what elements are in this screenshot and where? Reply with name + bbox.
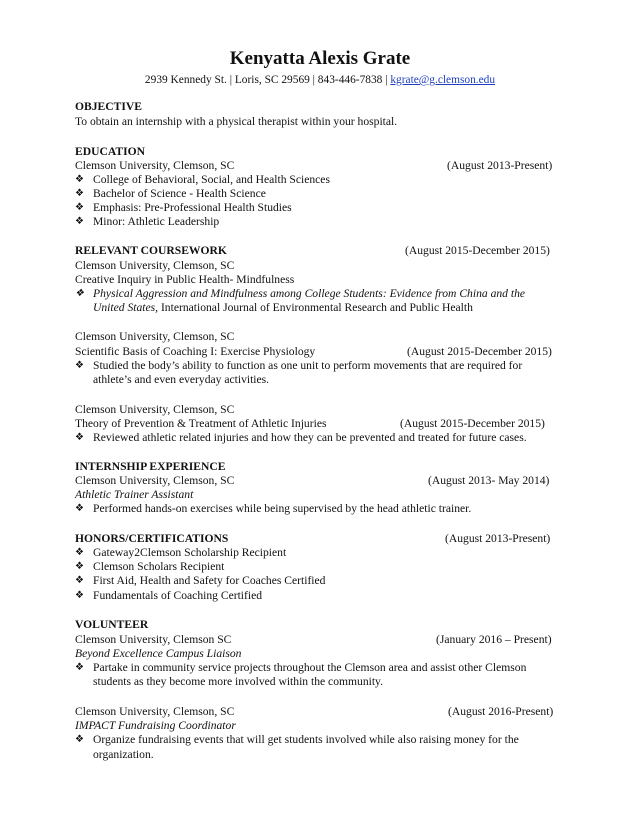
course-2-bullet-cont: athlete’s and even everyday activities. [93, 373, 270, 386]
internship-role: Athletic Trainer Assistant [75, 488, 194, 501]
internship-bullet: ❖ Performed hands-on exercises while being supervised by the head athletic trainer. [75, 501, 583, 516]
objective-text: To obtain an internship with a physical therapist within your hospital. [75, 115, 398, 128]
contact-details: 2939 Kennedy St. | Loris, SC 29569 | 843-446-7838 | [144, 74, 391, 86]
course-1-bullet: ❖ Physical Aggression and Mindfulness among College Students: Evidence from China and the [75, 286, 583, 301]
internship-heading: INTERNSHIP EXPERIENCE [75, 460, 226, 473]
course-1-school: Clemson University, Clemson, SC [75, 259, 235, 272]
course-1-cont-journal: International Journal of Environmental Research and Public Health [158, 301, 473, 314]
volunteer-1-entry [75, 632, 565, 647]
course-1-bullet-cont [75, 300, 583, 315]
coursework-heading: RELEVANT COURSEWORK [75, 244, 227, 257]
internship-date: (August 2013- May 2014) [428, 474, 550, 487]
honors-date: (August 2013-Present) [445, 532, 551, 545]
honors-bullet: ❖ Fundamentals of Coaching Certified [75, 588, 583, 603]
email-link[interactable]: kgrate@g.clemson.edu [390, 74, 496, 86]
objective-heading: OBJECTIVE [75, 100, 143, 113]
course-2-entry [75, 344, 565, 359]
education-school: Clemson University, Clemson, SC [75, 159, 235, 172]
honors-bullet: ❖ Clemson Scholars Recipient [75, 559, 583, 574]
volunteer-2-school: Clemson University, Clemson, SC [75, 705, 235, 718]
coursework-heading-row [75, 243, 565, 258]
volunteer-2-entry [75, 704, 565, 719]
volunteer-1-role: Beyond Excellence Campus Liaison [75, 647, 242, 660]
course-2-bullet: ❖ Studied the body’s ability to function as one unit to perform movements that are required for [75, 358, 583, 373]
course-3-entry [75, 416, 565, 431]
volunteer-1-date: (January 2016 – Present) [436, 633, 552, 646]
internship-school: Clemson University, Clemson, SC [75, 474, 235, 487]
volunteer-2-date: (August 2016-Present) [448, 705, 554, 718]
course-3-bullet: ❖ Reviewed athletic related injuries and how they can be prevented and treated for future cases. [75, 430, 583, 445]
course-1-title: Creative Inquiry in Public Health- Mindfulness [75, 273, 295, 286]
education-bullet: ❖ Minor: Athletic Leadership [75, 214, 583, 229]
education-bullet: ❖ Emphasis: Pre-Professional Health Studies [75, 200, 583, 215]
contact-line [75, 73, 565, 87]
education-date: (August 2013-Present) [447, 159, 553, 172]
volunteer-2-bullet: ❖ Organize fundraising events that will get students involved while also raising money for the [75, 732, 583, 747]
volunteer-1-school: Clemson University, Clemson SC [75, 633, 232, 646]
education-bullet: ❖ Bachelor of Science - Health Science [75, 186, 583, 201]
volunteer-2-bullet-cont: organization. [93, 748, 154, 761]
course-2-school: Clemson University, Clemson, SC [75, 330, 235, 343]
volunteer-heading: VOLUNTEER [75, 618, 149, 631]
course-3-title: Theory of Prevention & Treatment of Athletic Injuries [75, 417, 327, 430]
honors-heading-row [75, 531, 565, 546]
honors-bullet: ❖ First Aid, Health and Safety for Coaches Certified [75, 573, 583, 588]
applicant-name: Kenyatta Alexis Grate [229, 48, 411, 69]
course-2-date: (August 2015-December 2015) [407, 345, 552, 358]
honors-heading: HONORS/CERTIFICATIONS [75, 532, 229, 545]
course-3-school: Clemson University, Clemson, SC [75, 403, 235, 416]
volunteer-2-role: IMPACT Fundraising Coordinator [75, 719, 236, 732]
coursework-date: (August 2015-December 2015) [405, 244, 550, 257]
honors-bullet: ❖ Gateway2Clemson Scholarship Recipient [75, 545, 583, 560]
education-heading: EDUCATION [75, 145, 145, 158]
education-bullet: ❖ College of Behavioral, Social, and Health Sciences [75, 172, 583, 187]
volunteer-1-bullet: ❖ Partake in community service projects throughout the Clemson area and assist other Clemson [75, 660, 583, 675]
course-1-cont-italic: United States, [93, 301, 159, 314]
course-3-date: (August 2015-December 2015) [400, 417, 545, 430]
course-2-title: Scientific Basis of Coaching I: Exercise Physiology [75, 345, 316, 358]
education-entry [75, 158, 565, 173]
volunteer-1-bullet-cont: students as they become more involved within the community. [93, 675, 384, 688]
internship-entry [75, 473, 565, 488]
